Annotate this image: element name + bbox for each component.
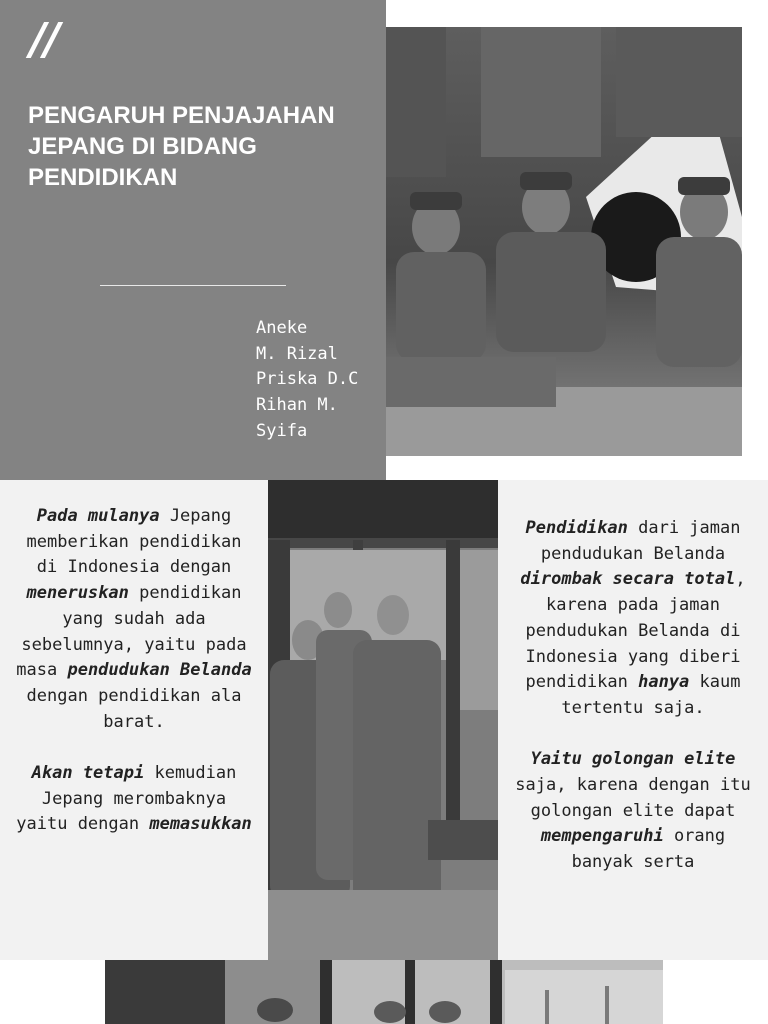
body-text: dengan pendidikan ala barat. xyxy=(26,685,242,732)
officers-photo xyxy=(268,480,498,960)
emphasis-text: pendudukan Belanda xyxy=(67,660,252,681)
author-name: Syifa xyxy=(256,420,308,441)
emphasis-text: memasukkan xyxy=(149,814,252,835)
body-text: pendidikan yang sudah ada sebelumnya, yaitu pada masa xyxy=(16,583,247,681)
body-text: kaum tertentu saja. xyxy=(561,672,741,718)
left-text-panel xyxy=(0,480,268,960)
body-text: Jepang memberikan pendidikan di Indonesia dengan xyxy=(26,506,242,578)
body-text: kemudian Jepang merombaknya yaitu dengan xyxy=(16,763,237,835)
title-panel xyxy=(0,0,386,480)
title-divider xyxy=(100,285,286,286)
emphasis-text: hanya xyxy=(638,672,690,693)
soldiers-photo xyxy=(386,27,742,456)
emphasis-text: meneruskan xyxy=(26,583,129,604)
author-name: M. Rizal xyxy=(256,343,338,364)
body-text: saja, karena dengan itu golongan elite dapat xyxy=(515,775,751,821)
left-paragraph-1 xyxy=(16,504,252,735)
page-title: PENGARUH PENJAJAHAN JEPANG DI BIDANG PENDIDIKAN xyxy=(28,102,335,192)
right-text-column xyxy=(510,516,756,876)
right-paragraph-1 xyxy=(510,516,756,722)
left-paragraph-2 xyxy=(16,761,252,838)
body-text: dari jaman pendudukan Belanda xyxy=(540,518,741,564)
emphasis-text: Yaitu golongan elite xyxy=(530,749,736,770)
emphasis-text: Pada mulanya xyxy=(36,506,160,526)
emphasis-text: mempengaruhi xyxy=(540,826,664,847)
body-text: , karena pada jaman pendudukan Belanda di Indonesia yang diberi pendidikan xyxy=(525,569,746,693)
author-name: Priska D.C xyxy=(256,369,359,390)
emphasis-text: dirombak secara total xyxy=(520,569,736,590)
right-paragraph-2 xyxy=(510,747,756,876)
author-name: Rihan M. xyxy=(256,395,338,416)
quote-mark-icon: // xyxy=(30,14,59,65)
body-text: orang banyak serta xyxy=(571,826,726,873)
emphasis-text: Pendidikan xyxy=(525,518,628,538)
emphasis-text: Akan tetapi xyxy=(31,763,145,784)
author-name: Aneke xyxy=(256,318,308,338)
right-text-panel xyxy=(498,480,768,960)
author-list xyxy=(256,316,386,445)
group-photo xyxy=(105,960,663,1024)
left-text-column xyxy=(16,504,252,838)
